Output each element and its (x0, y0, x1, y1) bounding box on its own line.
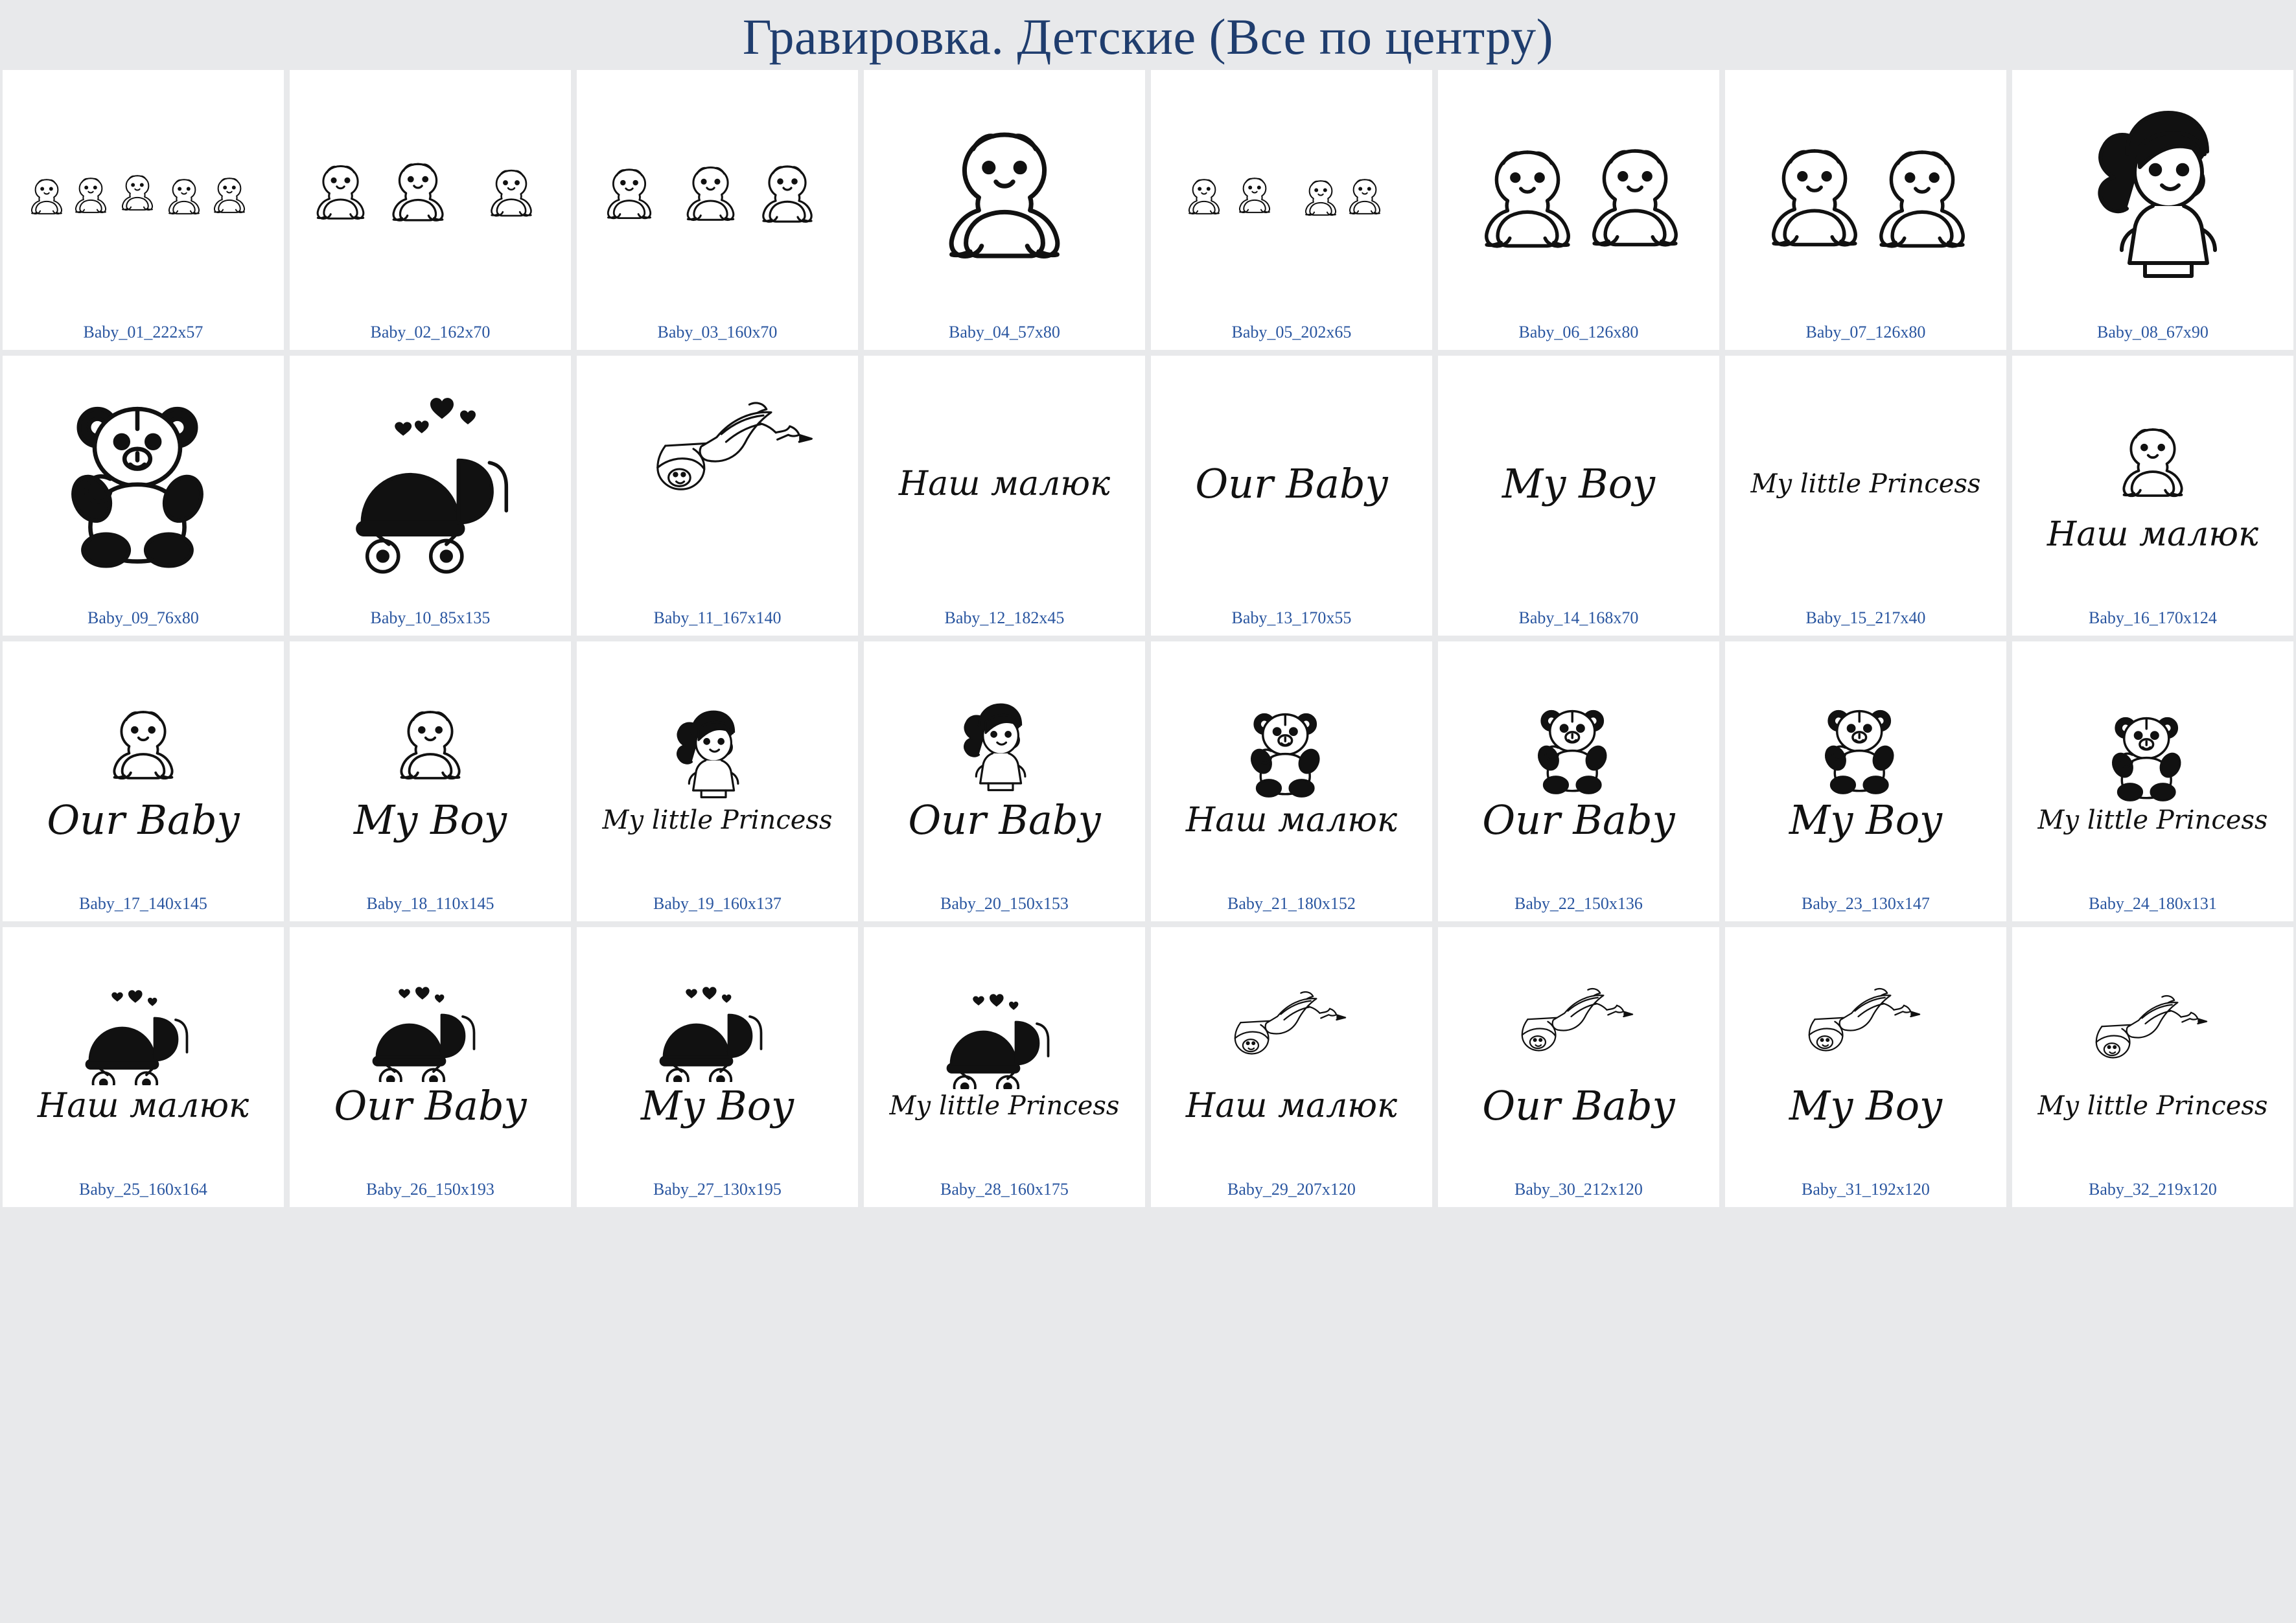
teddy-bear-small-icon (2012, 641, 2293, 894)
artwork-caption-text: My little Princess (602, 805, 833, 835)
thumbnail-cell[interactable] (864, 356, 1145, 636)
girl-curly-small-icon (864, 641, 1145, 894)
stork-inline-icon (1151, 927, 1432, 1180)
thumbnail-cell[interactable] (1151, 641, 1432, 921)
baby-single-small-icon (2012, 356, 2293, 608)
thumbnail-cell[interactable] (290, 356, 571, 636)
babies-row-3b-icon (577, 70, 858, 323)
text-only-icon (864, 356, 1145, 608)
thumbnail-label: Baby_23_130x147 (1802, 893, 1930, 913)
thumbnail-cell[interactable] (864, 927, 1145, 1207)
thumbnail-label: Baby_07_126x80 (1805, 322, 1926, 341)
artwork-caption-text: Our Baby (1482, 796, 1675, 844)
pram-small-icon (3, 927, 284, 1180)
baby-single-small-icon (3, 641, 284, 894)
thumbnail-label: Baby_03_160x70 (657, 322, 778, 341)
thumbnail-cell[interactable] (1151, 70, 1432, 350)
thumbnail-cell[interactable] (1438, 70, 1719, 350)
thumbnail-label: Baby_11_167x140 (653, 608, 782, 627)
thumbnail-cell[interactable] (577, 927, 858, 1207)
thumbnail-cell[interactable] (290, 641, 571, 921)
thumbnail-cell[interactable] (1151, 927, 1432, 1207)
text-only-icon (1151, 356, 1432, 608)
babies-row-5-small-icon (3, 70, 284, 323)
thumbnail-label: Baby_18_110x145 (366, 893, 494, 913)
thumbnail-cell[interactable] (1438, 927, 1719, 1207)
thumbnail-cell[interactable] (290, 70, 571, 350)
thumbnail-label: Baby_06_126x80 (1518, 322, 1639, 341)
stork-bundle-icon (577, 356, 858, 608)
thumbnail-cell[interactable] (577, 356, 858, 636)
thumbnail-label: Baby_21_180x152 (1227, 893, 1356, 913)
artwork-caption-text: My little Princess (1750, 468, 1981, 499)
thumbnail-cell[interactable] (3, 70, 284, 350)
thumbnail-cell[interactable] (1725, 641, 2006, 921)
thumbnail-label: Baby_30_212x120 (1514, 1179, 1643, 1199)
thumbnail-label: Baby_04_57x80 (949, 322, 1060, 341)
teddy-bear-large-icon (3, 356, 284, 608)
thumbnail-cell[interactable] (864, 70, 1145, 350)
artwork-caption-text: My Boy (1789, 1081, 1943, 1129)
thumbnail-cell[interactable] (2012, 641, 2293, 921)
teddy-bear-small-icon (1725, 641, 2006, 894)
thumbnail-label: Baby_27_130x195 (653, 1179, 782, 1199)
thumbnail-label: Baby_32_219x120 (2089, 1179, 2217, 1199)
thumbnail-label: Baby_01_222x57 (83, 322, 203, 341)
thumbnail-cell[interactable] (2012, 70, 2293, 350)
thumbnail-label: Baby_25_160x164 (79, 1179, 207, 1199)
babies-row-3-icon (290, 70, 571, 323)
pram-small-icon (864, 927, 1145, 1180)
thumbnail-cell[interactable] (1151, 356, 1432, 636)
text-only-icon (1725, 356, 2006, 608)
stork-inline-icon (1438, 927, 1719, 1180)
thumbnail-cell[interactable] (290, 927, 571, 1207)
thumbnail-label: Baby_16_170x124 (2089, 608, 2217, 627)
pram-small-icon (290, 927, 571, 1180)
artwork-caption-text: My Boy (640, 1081, 794, 1129)
thumbnail-label: Baby_13_170x55 (1231, 608, 1352, 627)
thumbnail-cell[interactable] (2012, 927, 2293, 1207)
thumbnail-cell[interactable] (2012, 356, 2293, 636)
thumbnail-label: Baby_05_202x65 (1231, 322, 1352, 341)
pram-small-icon (577, 927, 858, 1180)
thumbnail-label: Baby_02_162x70 (370, 322, 491, 341)
pram-hearts-icon (290, 356, 571, 608)
artwork-caption-text: Наш малюк (2047, 514, 2259, 554)
thumbnail-label: Baby_10_85x135 (370, 608, 491, 627)
artwork-caption-text: Наш малюк (37, 1086, 249, 1125)
thumbnail-label: Baby_09_76x80 (87, 608, 199, 627)
thumbnail-label: Baby_29_207x120 (1227, 1179, 1356, 1199)
artwork-caption-text: Наш малюк (1185, 800, 1398, 840)
artwork-caption-text: Our Baby (47, 796, 240, 844)
thumbnail-label: Baby_19_160x137 (653, 893, 782, 913)
thumbnail-label: Baby_14_168x70 (1518, 608, 1639, 627)
stork-inline-icon (2012, 927, 2293, 1180)
artwork-caption-text: Наш малюк (898, 464, 1111, 503)
thumbnail-label: Baby_26_150x193 (366, 1179, 494, 1199)
babies-pair-a-icon (1438, 70, 1719, 323)
thumbnail-cell[interactable] (1438, 641, 1719, 921)
thumbnail-cell[interactable] (1725, 927, 2006, 1207)
artwork-caption-text: Наш малюк (1185, 1086, 1398, 1125)
artwork-caption-text: My Boy (353, 796, 507, 844)
thumbnail-cell[interactable] (1438, 356, 1719, 636)
artwork-caption-text: My Boy (1502, 459, 1656, 507)
thumbnail-cell[interactable] (3, 641, 284, 921)
thumbnail-label: Baby_28_160x175 (940, 1179, 1069, 1199)
thumbnail-cell[interactable] (1725, 356, 2006, 636)
thumbnail-cell[interactable] (3, 927, 284, 1207)
thumbnail-cell[interactable] (1725, 70, 2006, 350)
artwork-caption-text: Our Baby (334, 1081, 527, 1129)
artwork-caption-text: Our Baby (1195, 459, 1388, 507)
page-title: Гравировка. Детские (Все по центру) (742, 8, 1554, 65)
thumbnail-cell[interactable] (577, 70, 858, 350)
thumbnail-label: Baby_24_180x131 (2089, 893, 2217, 913)
babies-pair-b-icon (1725, 70, 2006, 323)
thumbnail-cell[interactable] (577, 641, 858, 921)
text-only-icon (1438, 356, 1719, 608)
stork-inline-icon (1725, 927, 2006, 1180)
teddy-bear-small-icon (1151, 641, 1432, 894)
thumbnail-label: Baby_15_217x40 (1805, 608, 1926, 627)
teddy-bear-small-icon (1438, 641, 1719, 894)
girl-curly-icon (2012, 70, 2293, 323)
thumbnail-label: Baby_17_140x145 (79, 893, 207, 913)
artwork-caption-text: Our Baby (1482, 1081, 1675, 1129)
thumbnail-label: Baby_22_150x136 (1514, 893, 1643, 913)
artwork-caption-text: My little Princess (2037, 805, 2268, 835)
artwork-caption-text: Our Baby (908, 796, 1101, 844)
thumbnail-label: Baby_12_182x45 (944, 608, 1065, 627)
babies-row-4-small-icon (1151, 70, 1432, 323)
artwork-caption-text: My little Princess (889, 1090, 1120, 1121)
girl-curly-small-icon (577, 641, 858, 894)
artwork-caption-text: My little Princess (2037, 1090, 2268, 1121)
baby-single-large-icon (864, 70, 1145, 323)
thumbnail-cell[interactable] (864, 641, 1145, 921)
thumbnail-label: Baby_08_67x90 (2097, 322, 2209, 341)
artwork-caption-text: My Boy (1789, 796, 1943, 844)
thumbnail-label: Baby_20_150x153 (940, 893, 1069, 913)
thumbnail-label: Baby_31_192x120 (1802, 1179, 1930, 1199)
thumbnail-grid (0, 70, 2296, 1207)
thumbnail-cell[interactable] (3, 356, 284, 636)
baby-single-small-icon (290, 641, 571, 894)
